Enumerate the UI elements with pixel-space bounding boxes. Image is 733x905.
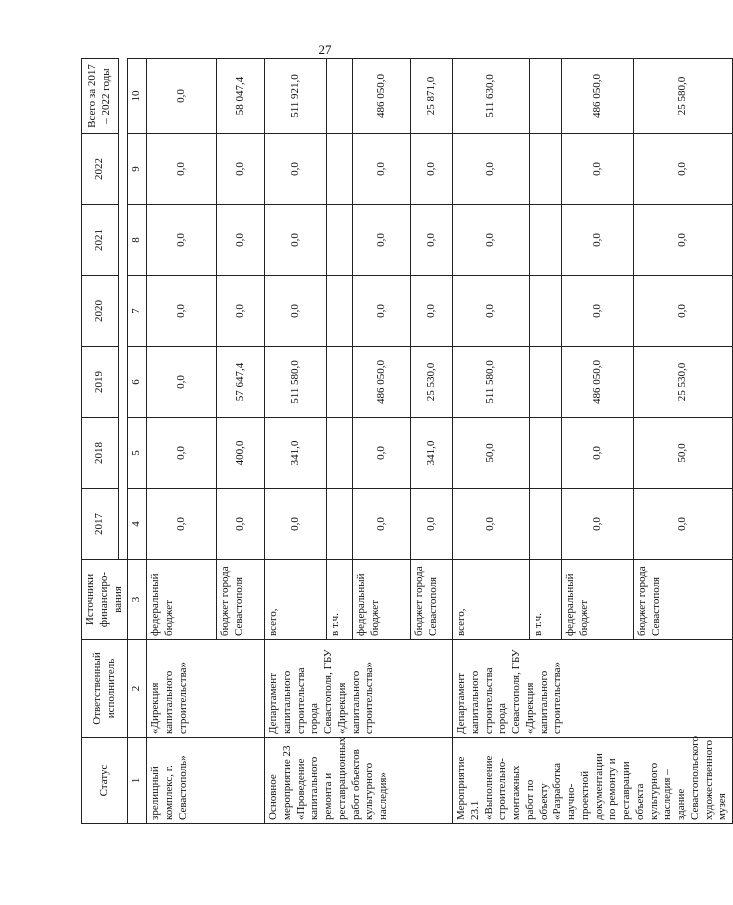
table-body <box>147 59 733 824</box>
source-cell: бюджет города Севастополя <box>217 560 265 640</box>
value-cell: 0,0 <box>147 418 217 489</box>
value-cell <box>327 418 353 489</box>
status-cell: Основное мероприятие 23 «Проведение капитального ремонта и реставрационных работ объектов культурного наследия» <box>265 738 453 824</box>
value-cell: 0,0 <box>265 489 327 560</box>
value-cell: 341,0 <box>411 418 453 489</box>
index-cell: 1 <box>128 738 147 824</box>
total-cell: 25 580,0 <box>633 59 732 134</box>
index-cell: 2 <box>128 640 147 738</box>
value-cell: 50,0 <box>633 418 732 489</box>
header-sources: Источники финансиро-вания <box>82 560 128 640</box>
rotated-table-container <box>81 59 729 824</box>
value-cell <box>327 489 353 560</box>
page-number: 27 <box>318 42 332 57</box>
value-cell: 0,0 <box>353 134 411 205</box>
executor-cell: «Дирекция капитального строительства» <box>147 640 265 738</box>
executor-cell: Департамент капитального строительства города Севастополя, ГБУ «Дирекция капитального строительства» <box>265 640 453 738</box>
total-cell: 486 050,0 <box>353 59 411 134</box>
value-cell: 0,0 <box>353 418 411 489</box>
value-cell <box>529 489 561 560</box>
source-cell: федеральный бюджет <box>147 560 217 640</box>
value-cell: 25 530,0 <box>633 347 732 418</box>
value-cell: 486 050,0 <box>562 347 634 418</box>
value-cell: 486 050,0 <box>353 347 411 418</box>
value-cell <box>529 276 561 347</box>
value-cell: 0,0 <box>217 134 265 205</box>
total-cell: 25 871,0 <box>411 59 453 134</box>
value-cell: 0,0 <box>147 134 217 205</box>
value-cell <box>529 418 561 489</box>
total-cell: 511 921,0 <box>265 59 327 134</box>
index-cell: 10 <box>128 59 147 134</box>
value-cell: 0,0 <box>265 276 327 347</box>
total-cell: 58 047,4 <box>217 59 265 134</box>
value-cell <box>529 205 561 276</box>
value-cell: 400,0 <box>217 418 265 489</box>
source-cell: бюджет города Севастополя <box>633 560 732 640</box>
table-row <box>265 59 327 824</box>
executor-cell: Департамент капитального строительства города Севастополя, ГБУ «Дирекция капитального строительства» <box>453 640 733 738</box>
value-cell: 0,0 <box>411 134 453 205</box>
total-cell: 486 050,0 <box>562 59 634 134</box>
value-cell: 0,0 <box>453 276 530 347</box>
header-year: 2017 <box>82 489 119 560</box>
value-cell: 0,0 <box>562 418 634 489</box>
value-cell: 0,0 <box>562 205 634 276</box>
value-cell <box>529 134 561 205</box>
table-row <box>147 59 217 824</box>
table-row <box>453 59 530 824</box>
value-cell: 57 647,4 <box>217 347 265 418</box>
value-cell: 0,0 <box>147 205 217 276</box>
value-cell: 0,0 <box>353 276 411 347</box>
value-cell: 0,0 <box>453 134 530 205</box>
value-cell: 0,0 <box>633 134 732 205</box>
source-cell: в т.ч. <box>529 560 561 640</box>
value-cell: 0,0 <box>353 205 411 276</box>
value-cell: 25 530,0 <box>411 347 453 418</box>
index-cell: 8 <box>128 205 147 276</box>
index-cell: 9 <box>128 134 147 205</box>
value-cell: 0,0 <box>217 276 265 347</box>
source-cell: всего, <box>453 560 530 640</box>
value-cell <box>327 347 353 418</box>
value-cell: 0,0 <box>453 205 530 276</box>
total-cell: 0,0 <box>147 59 217 134</box>
value-cell <box>327 276 353 347</box>
source-cell: федеральный бюджет <box>562 560 634 640</box>
value-cell: 0,0 <box>147 347 217 418</box>
total-cell: 511 630,0 <box>453 59 530 134</box>
value-cell: 0,0 <box>265 205 327 276</box>
value-cell: 0,0 <box>411 205 453 276</box>
financing-table <box>81 58 733 824</box>
status-cell: Мероприятие 23.1 «Выполнение строительно-монтажных работ по объекту «Разработка научно-проектной документации по ремонту и реставрации объекта культурного наследия – здание Севастопольского художественного музея <box>453 738 733 824</box>
header-year: 2020 <box>82 276 119 347</box>
header-total: Всего за 2017 – 2022 годы <box>82 59 119 134</box>
value-cell: 0,0 <box>411 489 453 560</box>
value-cell: 50,0 <box>453 418 530 489</box>
header-year: 2022 <box>82 134 119 205</box>
value-cell: 0,0 <box>562 489 634 560</box>
source-cell: федеральный бюджет <box>353 560 411 640</box>
value-cell: 511 580,0 <box>453 347 530 418</box>
header-year: 2019 <box>82 347 119 418</box>
total-cell <box>327 59 353 134</box>
header-year: 2021 <box>82 205 119 276</box>
value-cell: 0,0 <box>353 489 411 560</box>
value-cell: 0,0 <box>562 134 634 205</box>
index-cell: 6 <box>128 347 147 418</box>
source-cell: бюджет города Севастополя <box>411 560 453 640</box>
value-cell <box>327 205 353 276</box>
value-cell <box>529 347 561 418</box>
value-cell: 0,0 <box>633 276 732 347</box>
value-cell: 0,0 <box>562 276 634 347</box>
index-cell: 5 <box>128 418 147 489</box>
total-cell <box>529 59 561 134</box>
value-cell: 511 580,0 <box>265 347 327 418</box>
value-cell: 0,0 <box>633 205 732 276</box>
value-cell: 0,0 <box>217 205 265 276</box>
index-cell: 3 <box>128 560 147 640</box>
value-cell: 0,0 <box>147 489 217 560</box>
value-cell: 0,0 <box>217 489 265 560</box>
value-cell: 0,0 <box>633 489 732 560</box>
header-executor: Ответственный исполнитель <box>82 640 128 738</box>
value-cell: 341,0 <box>265 418 327 489</box>
source-cell: в т.ч. <box>327 560 353 640</box>
status-cell: зрелищный комплекс, г. Севастополь» <box>147 738 265 824</box>
value-cell: 0,0 <box>411 276 453 347</box>
value-cell: 0,0 <box>453 489 530 560</box>
value-cell <box>327 134 353 205</box>
header-status: Статус <box>82 738 128 824</box>
value-cell: 0,0 <box>265 134 327 205</box>
header-year: 2018 <box>82 418 119 489</box>
index-cell: 7 <box>128 276 147 347</box>
index-cell: 4 <box>128 489 147 560</box>
value-cell: 0,0 <box>147 276 217 347</box>
source-cell: всего, <box>265 560 327 640</box>
